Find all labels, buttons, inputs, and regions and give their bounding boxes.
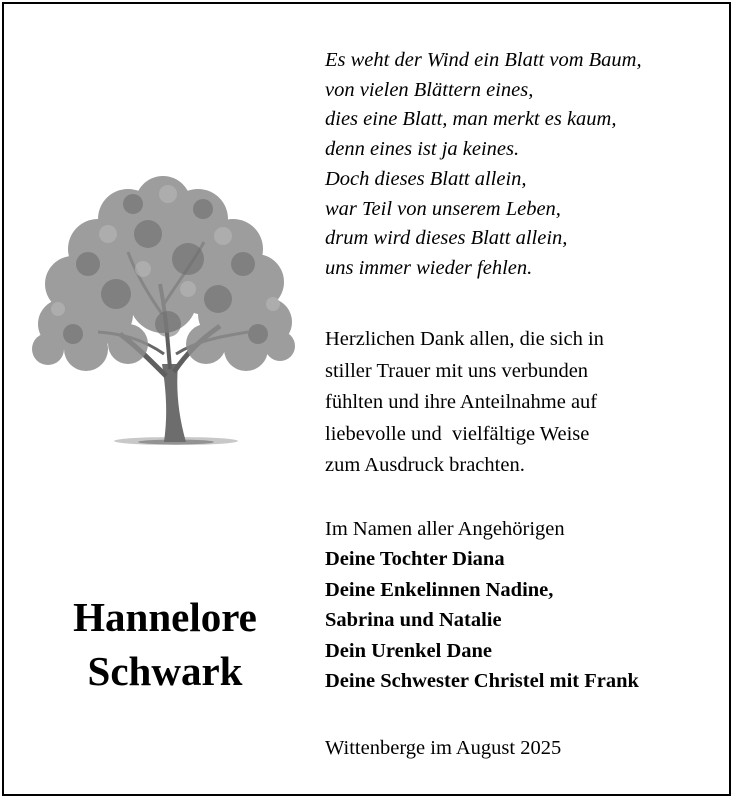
poem-line: uns immer wieder fehlen. bbox=[325, 256, 533, 279]
deceased-first-name: Hannelore bbox=[73, 594, 257, 640]
thanks-line: fühlten und ihre Anteilnahme auf bbox=[325, 391, 598, 414]
poem-line: denn eines ist ja keines. bbox=[325, 138, 520, 161]
thanks-line: liebevolle und vielfältige Weise bbox=[325, 422, 590, 445]
poem-line: Es weht der Wind ein Blatt vom Baum, bbox=[325, 49, 642, 71]
family-member: Deine Schwester Christel mit Frank bbox=[325, 670, 639, 693]
deceased-last-name: Schwark bbox=[87, 648, 243, 694]
family-member: Dein Urenkel Dane bbox=[325, 639, 493, 662]
poem-line: Doch dieses Blatt allein, bbox=[325, 167, 527, 190]
thanks-line: Herzlichen Dank allen, die sich in bbox=[325, 328, 604, 350]
poem-line: drum wird dieses Blatt allein, bbox=[325, 227, 568, 250]
place-and-date: Wittenberge im August 2025 bbox=[325, 737, 562, 759]
poem-line: war Teil von unserem Leben, bbox=[325, 197, 561, 220]
poem-line: von vielen Blättern eines, bbox=[325, 78, 534, 101]
memorial-poem bbox=[325, 46, 725, 284]
thank-you-message bbox=[325, 324, 725, 482]
family-member: Deine Enkelinnen Nadine, bbox=[325, 578, 554, 601]
thanks-line: zum Ausdruck brachten. bbox=[325, 454, 525, 477]
deceased-name bbox=[24, 590, 306, 698]
family-member: Sabrina und Natalie bbox=[325, 609, 502, 632]
family-signatures bbox=[325, 514, 725, 696]
obituary-notice bbox=[2, 2, 731, 796]
family-intro: Im Namen aller Angehörigen bbox=[325, 518, 565, 540]
tree-icon bbox=[28, 164, 298, 454]
poem-line: dies eine Blatt, man merkt es kaum, bbox=[325, 108, 617, 131]
thanks-line: stiller Trauer mit uns verbunden bbox=[325, 359, 589, 382]
family-member: Deine Tochter Diana bbox=[325, 548, 505, 571]
